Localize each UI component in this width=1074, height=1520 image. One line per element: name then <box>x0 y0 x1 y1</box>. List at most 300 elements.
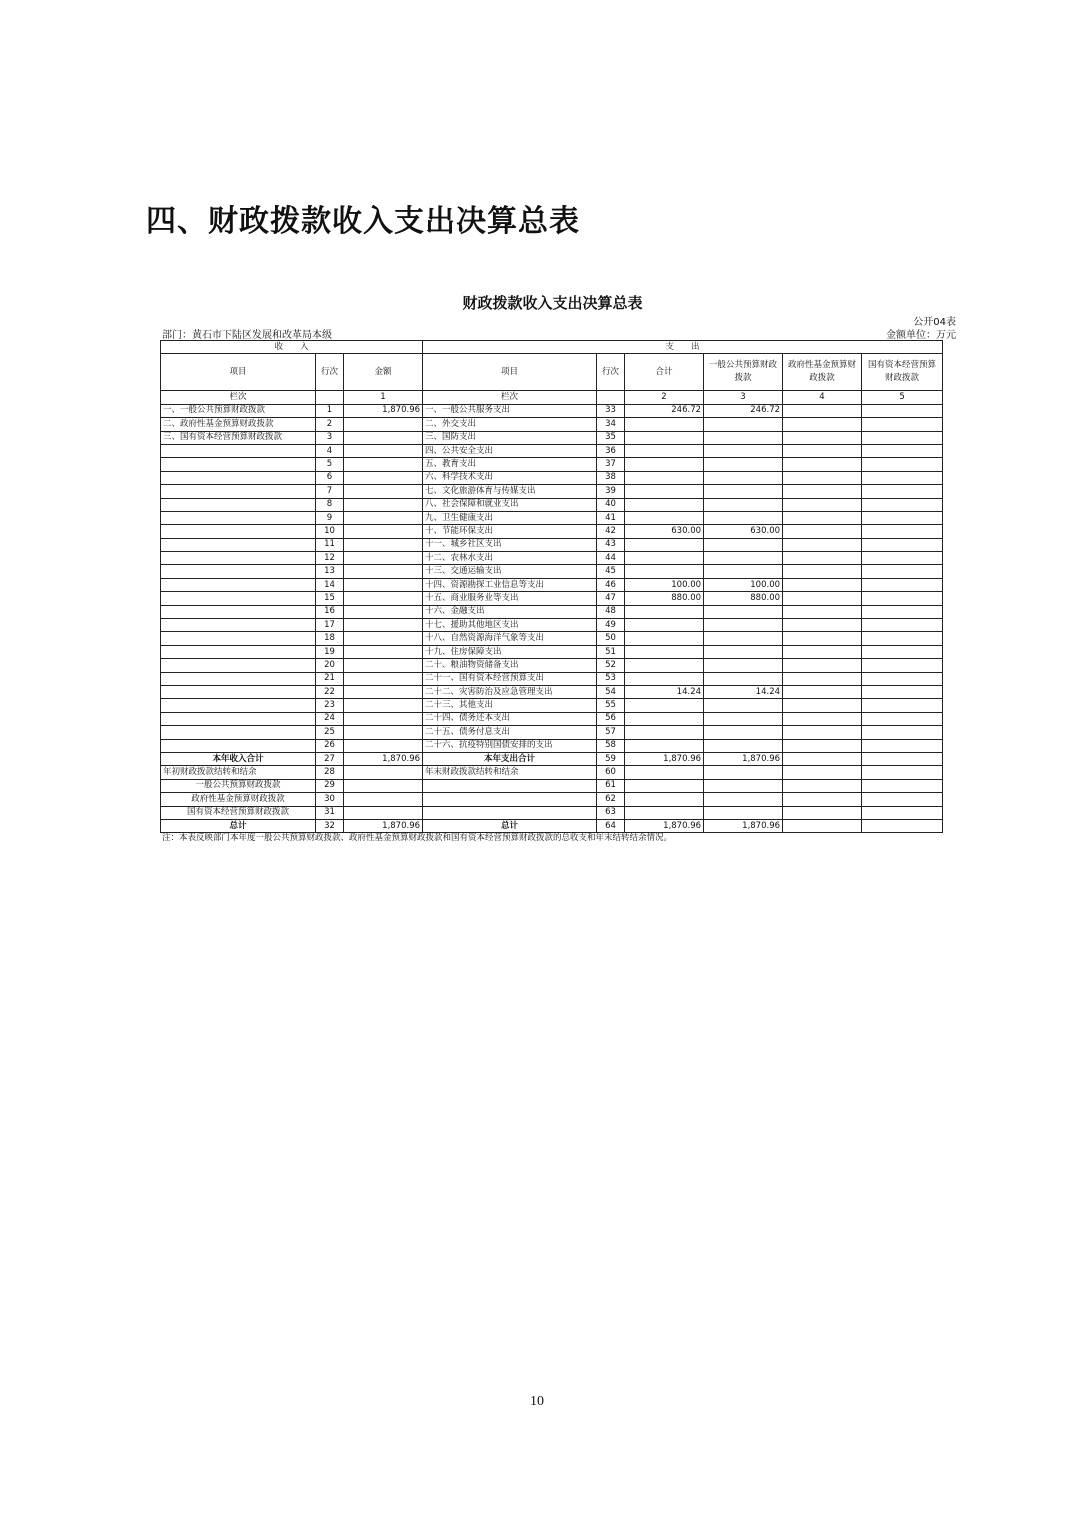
income-item <box>161 605 316 618</box>
expense-fund <box>783 619 862 632</box>
income-line: 7 <box>316 485 344 498</box>
expense-line: 56 <box>597 712 625 725</box>
expense-line: 54 <box>597 685 625 698</box>
expense-total <box>625 485 704 498</box>
income-line: 25 <box>316 726 344 739</box>
income-amount <box>344 605 423 618</box>
expense-fund <box>783 498 862 511</box>
grand-expense-line: 64 <box>597 819 625 832</box>
income-amount <box>344 525 423 538</box>
expense-total <box>625 712 704 725</box>
grand-expense-state <box>862 819 943 832</box>
expense-item: 十八、自然资源海洋气象等支出 <box>423 632 597 645</box>
expense-general <box>704 538 783 551</box>
expense-general <box>704 485 783 498</box>
expense-item: 八、社会保障和就业支出 <box>423 498 597 511</box>
expense-state <box>862 565 943 578</box>
income-amount <box>344 578 423 591</box>
expense-state <box>862 645 943 658</box>
carry-income-item: 国有资本经营预算财政拨款 <box>161 806 316 819</box>
income-line: 13 <box>316 565 344 578</box>
expense-state <box>862 619 943 632</box>
income-amount <box>344 471 423 484</box>
income-line: 10 <box>316 525 344 538</box>
table-row <box>161 431 943 444</box>
expense-general: 630.00 <box>704 525 783 538</box>
expense-general <box>704 632 783 645</box>
expense-state <box>862 685 943 698</box>
budget-table <box>160 340 943 833</box>
expense-general: 880.00 <box>704 592 783 605</box>
table-row <box>161 659 943 672</box>
expense-fund <box>783 458 862 471</box>
expense-fund <box>783 525 862 538</box>
expense-total: 880.00 <box>625 592 704 605</box>
expense-line: 58 <box>597 739 625 752</box>
expense-fund <box>783 552 862 565</box>
carry-expense-item <box>423 806 597 819</box>
carry-row <box>161 806 943 819</box>
carry-expense-line: 63 <box>597 806 625 819</box>
income-group-header: 收 入 <box>161 341 423 354</box>
expense-fund <box>783 431 862 444</box>
table-row <box>161 712 943 725</box>
amount-unit-label: 金额单位：万元 <box>886 330 956 341</box>
expense-item: 十九、住房保障支出 <box>423 645 597 658</box>
carry-income-line: 31 <box>316 806 344 819</box>
expense-item: 十七、援助其他地区支出 <box>423 619 597 632</box>
income-item <box>161 645 316 658</box>
expense-state <box>862 418 943 431</box>
income-amount <box>344 592 423 605</box>
expense-line: 48 <box>597 605 625 618</box>
income-item <box>161 538 316 551</box>
expense-general: 14.24 <box>704 685 783 698</box>
expense-total: 14.24 <box>625 685 704 698</box>
expense-state <box>862 498 943 511</box>
expense-total <box>625 418 704 431</box>
expense-state <box>862 538 943 551</box>
income-amount <box>344 458 423 471</box>
income-item: 二、政府性基金预算财政拨款 <box>161 418 316 431</box>
carry-income-amount <box>344 806 423 819</box>
expense-state <box>862 672 943 685</box>
income-line: 19 <box>316 645 344 658</box>
expense-general <box>704 699 783 712</box>
grand-income-amount: 1,870.96 <box>344 819 423 832</box>
expense-total-line: 59 <box>597 752 625 765</box>
expense-line: 38 <box>597 471 625 484</box>
expense-state <box>862 605 943 618</box>
income-item <box>161 485 316 498</box>
expense-item: 二十五、债务付息支出 <box>423 726 597 739</box>
expense-total <box>625 538 704 551</box>
form-number: 公开04表 <box>913 317 956 328</box>
expense-item: 二十二、灾害防治及应急管理支出 <box>423 685 597 698</box>
carry-income-item: 年初财政拨款结转和结余 <box>161 766 316 779</box>
col-header-total: 合计 <box>625 354 704 391</box>
carry-income-line: 30 <box>316 793 344 806</box>
expense-fund <box>783 404 862 417</box>
table-row <box>161 672 943 685</box>
expense-general <box>704 498 783 511</box>
expense-group-header: 支 出 <box>423 341 943 354</box>
expense-general <box>704 659 783 672</box>
carry-expense-total <box>625 793 704 806</box>
income-amount <box>344 498 423 511</box>
expense-item: 十一、城乡社区支出 <box>423 538 597 551</box>
income-line: 18 <box>316 632 344 645</box>
expense-line: 46 <box>597 578 625 591</box>
col-index-4: 4 <box>783 391 862 404</box>
expense-line: 42 <box>597 525 625 538</box>
col-index-blank2 <box>597 391 625 404</box>
expense-line: 33 <box>597 404 625 417</box>
expense-general <box>704 712 783 725</box>
expense-general <box>704 726 783 739</box>
carry-income-item: 政府性基金预算财政拨款 <box>161 793 316 806</box>
income-amount <box>344 685 423 698</box>
table-row <box>161 511 943 524</box>
expense-fund <box>783 672 862 685</box>
expense-total <box>625 672 704 685</box>
income-amount <box>344 632 423 645</box>
table-row <box>161 498 943 511</box>
expense-state <box>862 712 943 725</box>
income-item <box>161 739 316 752</box>
grand-income-line: 32 <box>316 819 344 832</box>
table-row <box>161 578 943 591</box>
expense-general <box>704 672 783 685</box>
carry-expense-total <box>625 779 704 792</box>
expense-item: 二十一、国有资本经营预算支出 <box>423 672 597 685</box>
expense-total <box>625 565 704 578</box>
income-line: 15 <box>316 592 344 605</box>
carry-expense-fund <box>783 793 862 806</box>
carry-expense-item: 年末财政拨款结转和结余 <box>423 766 597 779</box>
table-row <box>161 685 943 698</box>
income-amount <box>344 485 423 498</box>
expense-fund <box>783 565 862 578</box>
expense-general <box>704 605 783 618</box>
income-line: 5 <box>316 458 344 471</box>
col-header-amount: 金额 <box>344 354 423 391</box>
expense-total: 100.00 <box>625 578 704 591</box>
income-item <box>161 578 316 591</box>
grand-expense-general: 1,870.96 <box>704 819 783 832</box>
carry-expense-fund <box>783 766 862 779</box>
carry-expense-fund <box>783 806 862 819</box>
income-line: 4 <box>316 444 344 457</box>
income-amount <box>344 431 423 444</box>
expense-line: 55 <box>597 699 625 712</box>
carry-row <box>161 766 943 779</box>
income-line: 3 <box>316 431 344 444</box>
carry-expense-state <box>862 793 943 806</box>
expense-state <box>862 739 943 752</box>
expense-fund <box>783 685 862 698</box>
carry-expense-fund <box>783 779 862 792</box>
col-header-state: 国有资本经营预算财政拨款 <box>862 354 943 391</box>
expense-total <box>625 659 704 672</box>
income-line: 24 <box>316 712 344 725</box>
table-row <box>161 739 943 752</box>
income-line: 2 <box>316 418 344 431</box>
table-row <box>161 699 943 712</box>
expense-general <box>704 444 783 457</box>
col-header-line2: 行次 <box>597 354 625 391</box>
expense-total <box>625 605 704 618</box>
carry-income-amount <box>344 779 423 792</box>
expense-item: 九、卫生健康支出 <box>423 511 597 524</box>
table-row <box>161 404 943 417</box>
expense-total <box>625 632 704 645</box>
expense-line: 40 <box>597 498 625 511</box>
expense-general <box>704 418 783 431</box>
carry-income-line: 28 <box>316 766 344 779</box>
col-header-item2: 项目 <box>423 354 597 391</box>
income-item <box>161 565 316 578</box>
income-item <box>161 458 316 471</box>
income-amount <box>344 699 423 712</box>
carry-income-line: 29 <box>316 779 344 792</box>
carry-expense-general <box>704 793 783 806</box>
expense-line: 45 <box>597 565 625 578</box>
expense-fund <box>783 659 862 672</box>
table-row <box>161 605 943 618</box>
expense-general <box>704 511 783 524</box>
income-amount <box>344 511 423 524</box>
expense-line: 37 <box>597 458 625 471</box>
carry-expense-state <box>862 766 943 779</box>
income-item <box>161 659 316 672</box>
expense-state <box>862 458 943 471</box>
expense-total <box>625 444 704 457</box>
expense-total <box>625 471 704 484</box>
income-line: 21 <box>316 672 344 685</box>
col-header-item: 项目 <box>161 354 316 391</box>
carry-expense-state <box>862 806 943 819</box>
expense-item: 二十六、抗疫特别国债安排的支出 <box>423 739 597 752</box>
expense-total: 630.00 <box>625 525 704 538</box>
income-item <box>161 726 316 739</box>
income-item <box>161 619 316 632</box>
expense-line: 51 <box>597 645 625 658</box>
expense-fund <box>783 632 862 645</box>
carry-expense-line: 62 <box>597 793 625 806</box>
col-index-2: 2 <box>625 391 704 404</box>
expense-state <box>862 525 943 538</box>
expense-general <box>704 565 783 578</box>
expense-state <box>862 404 943 417</box>
expense-total <box>625 552 704 565</box>
carry-expense-general <box>704 779 783 792</box>
income-amount <box>344 672 423 685</box>
col-index-3: 3 <box>704 391 783 404</box>
table-row <box>161 471 943 484</box>
income-item: 三、国有资本经营预算财政拨款 <box>161 431 316 444</box>
grand-expense-total: 1,870.96 <box>625 819 704 832</box>
expense-item: 十六、金融支出 <box>423 605 597 618</box>
table-row <box>161 458 943 471</box>
expense-total <box>625 498 704 511</box>
income-amount <box>344 418 423 431</box>
income-line: 8 <box>316 498 344 511</box>
income-item <box>161 471 316 484</box>
income-line: 9 <box>316 511 344 524</box>
income-item <box>161 699 316 712</box>
expense-fund <box>783 645 862 658</box>
table-row <box>161 592 943 605</box>
expense-fund <box>783 444 862 457</box>
income-amount <box>344 712 423 725</box>
expense-fund <box>783 511 862 524</box>
income-item <box>161 632 316 645</box>
carry-expense-state <box>862 779 943 792</box>
table-row <box>161 645 943 658</box>
table-row <box>161 444 943 457</box>
col-index-blank <box>316 391 344 404</box>
expense-line: 47 <box>597 592 625 605</box>
carry-row <box>161 793 943 806</box>
income-line: 22 <box>316 685 344 698</box>
expense-general: 100.00 <box>704 578 783 591</box>
col-index-5: 5 <box>862 391 943 404</box>
expense-item: 二十、粮油物资储备支出 <box>423 659 597 672</box>
income-line: 11 <box>316 538 344 551</box>
income-item <box>161 685 316 698</box>
income-total-label: 本年收入合计 <box>161 752 316 765</box>
expense-line: 49 <box>597 619 625 632</box>
col-header-general: 一般公共预算财政拨款 <box>704 354 783 391</box>
income-amount <box>344 645 423 658</box>
expense-item: 三、国防支出 <box>423 431 597 444</box>
page-number: 10 <box>530 1394 544 1409</box>
expense-total <box>625 511 704 524</box>
expense-line: 35 <box>597 431 625 444</box>
expense-total <box>625 699 704 712</box>
expense-total-label: 本年支出合计 <box>423 752 597 765</box>
income-amount <box>344 565 423 578</box>
expense-fund <box>783 712 862 725</box>
expense-item: 一、一般公共服务支出 <box>423 404 597 417</box>
expense-state <box>862 659 943 672</box>
expense-item: 五、教育支出 <box>423 458 597 471</box>
expense-state <box>862 632 943 645</box>
income-item <box>161 672 316 685</box>
carry-income-amount <box>344 793 423 806</box>
income-line: 1 <box>316 404 344 417</box>
subtotal-row <box>161 752 943 765</box>
expense-general <box>704 431 783 444</box>
expense-item: 十三、交通运输支出 <box>423 565 597 578</box>
expense-item: 四、公共安全支出 <box>423 444 597 457</box>
income-amount <box>344 552 423 565</box>
income-amount <box>344 739 423 752</box>
expense-total-total: 1,870.96 <box>625 752 704 765</box>
expense-item: 二、外交支出 <box>423 418 597 431</box>
income-amount <box>344 538 423 551</box>
expense-line: 53 <box>597 672 625 685</box>
expense-state <box>862 471 943 484</box>
expense-general: 246.72 <box>704 404 783 417</box>
expense-fund <box>783 578 862 591</box>
expense-state <box>862 578 943 591</box>
col-index-label2: 栏次 <box>423 391 597 404</box>
carry-income-amount <box>344 766 423 779</box>
income-item <box>161 498 316 511</box>
expense-item: 十、节能环保支出 <box>423 525 597 538</box>
expense-line: 34 <box>597 418 625 431</box>
expense-item: 二十三、其他支出 <box>423 699 597 712</box>
table-row <box>161 538 943 551</box>
expense-state <box>862 511 943 524</box>
income-item <box>161 552 316 565</box>
table-row <box>161 525 943 538</box>
expense-state <box>862 699 943 712</box>
col-header-line: 行次 <box>316 354 344 391</box>
income-item <box>161 592 316 605</box>
grand-expense-fund <box>783 819 862 832</box>
table-row <box>161 619 943 632</box>
expense-line: 43 <box>597 538 625 551</box>
income-amount <box>344 619 423 632</box>
table-row <box>161 565 943 578</box>
expense-total <box>625 431 704 444</box>
carry-expense-total <box>625 806 704 819</box>
income-line: 26 <box>316 739 344 752</box>
income-line: 6 <box>316 471 344 484</box>
income-amount <box>344 444 423 457</box>
expense-general <box>704 619 783 632</box>
expense-line: 36 <box>597 444 625 457</box>
expense-fund <box>783 471 862 484</box>
expense-general <box>704 552 783 565</box>
expense-total-general: 1,870.96 <box>704 752 783 765</box>
expense-state <box>862 592 943 605</box>
col-index-label: 栏次 <box>161 391 316 404</box>
expense-general <box>704 739 783 752</box>
expense-line: 52 <box>597 659 625 672</box>
expense-line: 41 <box>597 511 625 524</box>
income-item: 一、一般公共预算财政拨款 <box>161 404 316 417</box>
expense-item: 七、文化旅游体育与传媒支出 <box>423 485 597 498</box>
income-line: 16 <box>316 605 344 618</box>
expense-general <box>704 471 783 484</box>
expense-total <box>625 458 704 471</box>
expense-item: 二十四、债务还本支出 <box>423 712 597 725</box>
table-title: 财政拨款收入支出决算总表 <box>462 294 643 312</box>
table-row <box>161 418 943 431</box>
income-total-amount: 1,870.96 <box>344 752 423 765</box>
col-header-fund: 政府性基金预算财政拨款 <box>783 354 862 391</box>
expense-general <box>704 458 783 471</box>
income-amount <box>344 659 423 672</box>
department-label: 部门：黄石市下陆区发展和改革局本级 <box>162 330 332 341</box>
income-item <box>161 511 316 524</box>
expense-total <box>625 645 704 658</box>
table-row <box>161 485 943 498</box>
carry-expense-total <box>625 766 704 779</box>
expense-line: 39 <box>597 485 625 498</box>
expense-total <box>625 739 704 752</box>
expense-state <box>862 726 943 739</box>
col-index-1: 1 <box>344 391 423 404</box>
expense-item: 十五、商业服务业等支出 <box>423 592 597 605</box>
carry-row <box>161 779 943 792</box>
expense-total-fund <box>783 752 862 765</box>
income-line: 14 <box>316 578 344 591</box>
